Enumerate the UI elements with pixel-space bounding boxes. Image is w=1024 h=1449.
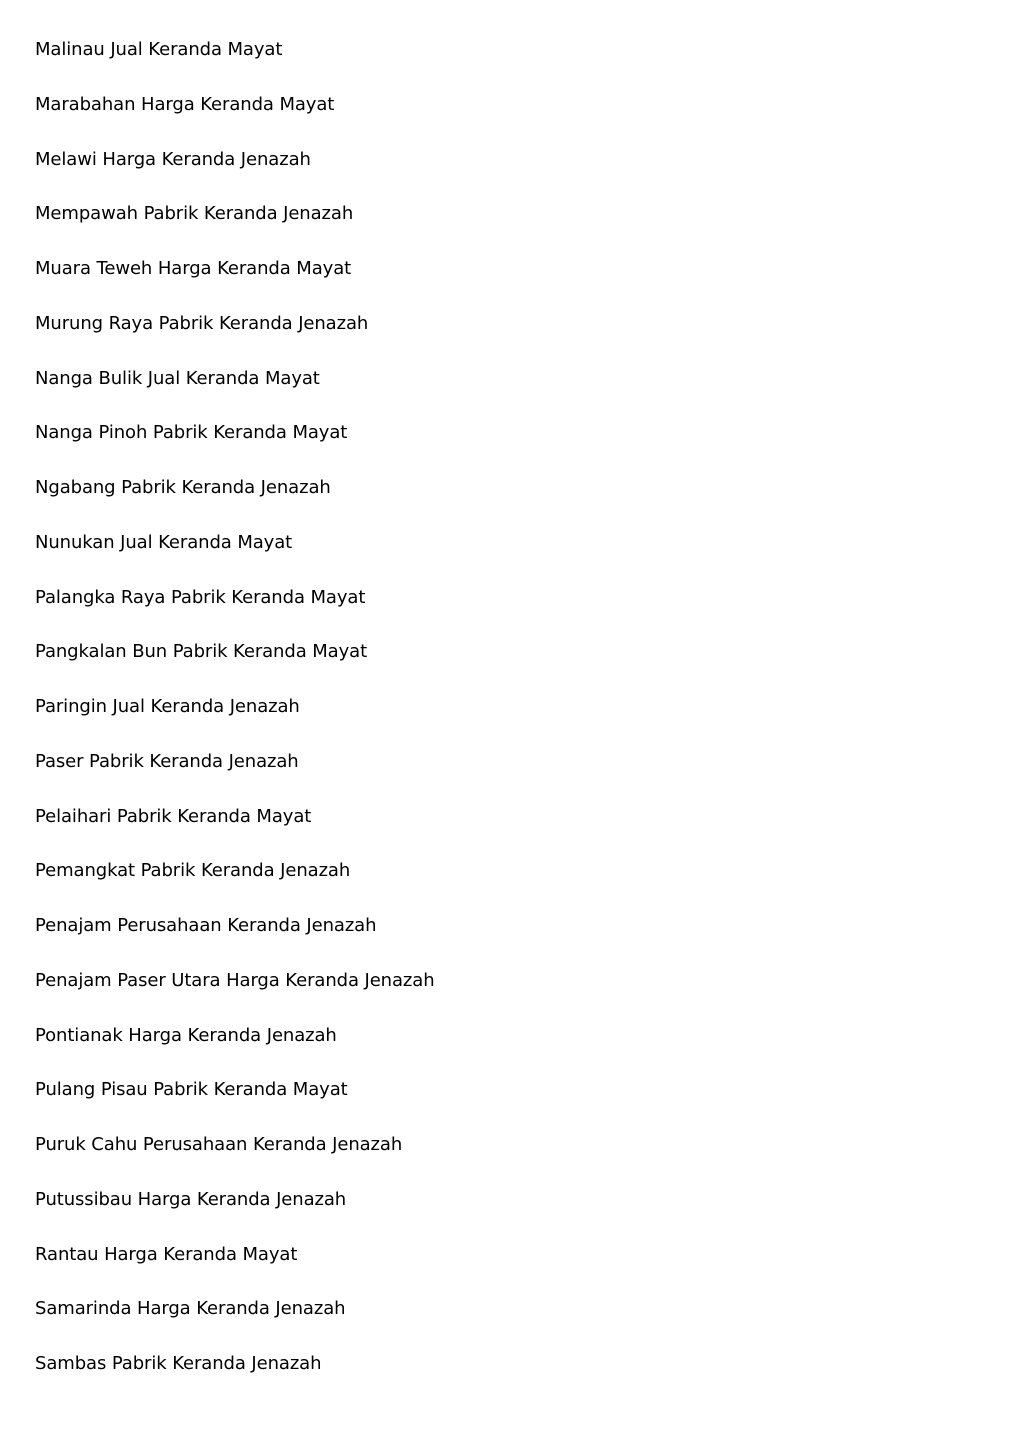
- location-list: [35, 37, 995, 1406]
- list-item: Mempawah Pabrik Keranda Jenazah: [35, 203, 354, 225]
- list-item: Puruk Cahu Perusahaan Keranda Jenazah: [35, 1134, 403, 1155]
- document-page: [35, 37, 995, 1406]
- list-item: Marabahan Harga Keranda Mayat: [35, 93, 335, 115]
- list-item: Pelaihari Pabrik Keranda Mayat: [35, 805, 312, 827]
- list-item: Melawi Harga Keranda Jenazah: [35, 148, 311, 170]
- list-item: Pulang Pisau Pabrik Keranda Mayat: [35, 1079, 348, 1101]
- list-item: Nanga Pinoh Pabrik Keranda Mayat: [35, 422, 348, 444]
- list-item: Nunukan Jual Keranda Mayat: [35, 531, 293, 553]
- list-item: Paser Pabrik Keranda Jenazah: [35, 750, 299, 772]
- list-item: Palangka Raya Pabrik Keranda Mayat: [35, 586, 366, 608]
- list-item: Nanga Bulik Jual Keranda Mayat: [35, 367, 320, 389]
- list-item: Ngabang Pabrik Keranda Jenazah: [35, 477, 331, 498]
- list-item: Paringin Jual Keranda Jenazah: [35, 696, 300, 717]
- list-item: Pontianak Harga Keranda Jenazah: [35, 1024, 337, 1046]
- list-item: Penajam Perusahaan Keranda Jenazah: [35, 915, 377, 936]
- list-item: Malinau Jual Keranda Mayat: [35, 39, 283, 60]
- list-item: Putussibau Harga Keranda Jenazah: [35, 1188, 347, 1210]
- list-item: Pangkalan Bun Pabrik Keranda Mayat: [35, 641, 368, 663]
- list-item: Murung Raya Pabrik Keranda Jenazah: [35, 312, 369, 334]
- list-item: Penajam Paser Utara Harga Keranda Jenazah: [35, 969, 435, 991]
- list-item: Muara Teweh Harga Keranda Mayat: [35, 258, 352, 279]
- list-item: Rantau Harga Keranda Mayat: [35, 1243, 298, 1265]
- list-item: Samarinda Harga Keranda Jenazah: [35, 1298, 346, 1320]
- list-item: Pemangkat Pabrik Keranda Jenazah: [35, 860, 351, 882]
- list-item: Sambas Pabrik Keranda Jenazah: [35, 1353, 322, 1374]
